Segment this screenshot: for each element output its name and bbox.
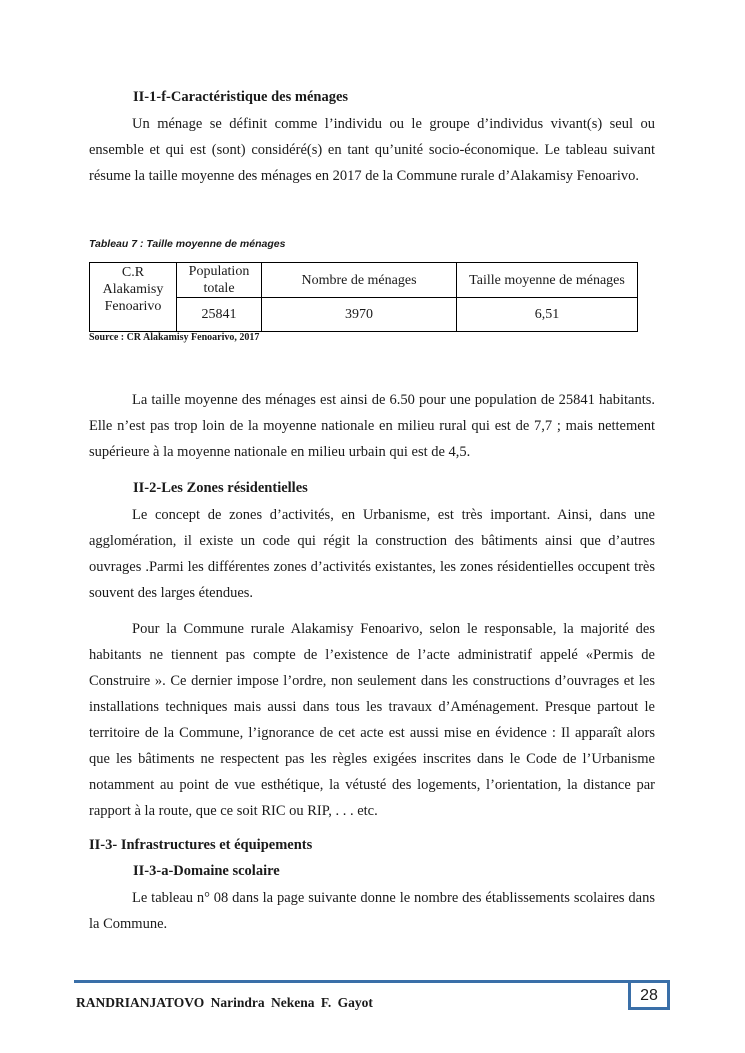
section-heading-infrastructures: II-3- Infrastructures et équipements	[89, 837, 313, 853]
section-heading-menages: II-1-f-Caractéristique des ménages	[133, 89, 349, 105]
table-cell-households: 3970	[262, 298, 457, 332]
table-header-avg-size: Taille moyenne de ménages	[457, 263, 638, 298]
paragraph-menage-definition: Un ménage se définit comme l’individu ou le groupe d’individus vivant(s) seul ou ensemble et qui est (sont) considéré(s) en tant qu’unité socio-économique. Le tableau suivant résume la taille moyenne des ménages en 2017 de la Commune rurale d’Alakamisy Fenoarivo.	[89, 116, 655, 184]
section-heading-zones: II-2-Les Zones résidentielles	[133, 480, 308, 496]
table-cell-population: 25841	[177, 298, 262, 332]
section-heading-scolaire: II-3-a-Domaine scolaire	[133, 863, 280, 879]
household-size-table	[89, 262, 638, 332]
table-header-households: Nombre de ménages	[262, 263, 457, 298]
table-cell-avg-size: 6,51	[457, 298, 638, 332]
table-row-header: C.R Alakamisy Fenoarivo	[90, 263, 177, 332]
paragraph-permis-construire: Pour la Commune rurale Alakamisy Fenoarivo, selon le responsable, la majorité des habitants ne tiennent pas compte de l’existence de l’acte administratif appelé «Permis de Construire ». Ce dernier impose l’ordre, non seulement dans les constructions d’ouvrages et les installations techniques mais aussi dans tous les travaux d’Aménagement. Presque partout le territoire de la Commune, l’ignorance de cet acte est aussi mise en évidence : Il apparaît alors que les bâtiments ne respectent pas les règles exigées inscrites dans le Code de l’Urbanisme notamment au point de vue esthétique, la vétusté des logements, l’orientation, la distance par rapport à la route, que ce soit RIC ou RIP, . . . etc.	[89, 621, 655, 819]
table-header-population: Population totale	[177, 263, 262, 298]
footer-author: RANDRIANJATOVO Narindra Nekena F. Gayot	[76, 995, 373, 1010]
paragraph-zones-concept: Le concept de zones d’activités, en Urbanisme, est très important. Ainsi, dans une agglomération, il existe un code qui régit la construction des bâtiments ainsi que d’autres ouvrages .Parmi les différentes zones d’activités existantes, les zones résidentielles occupent très souvent des larges étendues.	[89, 507, 655, 601]
table-source: Source : CR Alakamisy Fenoarivo, 2017	[89, 332, 260, 343]
page-number: 28	[628, 980, 670, 1010]
paragraph-scolaire: Le tableau n° 08 dans la page suivante donne le nombre des établissements scolaires dans la Commune.	[89, 890, 655, 932]
table-caption: Tableau 7 : Taille moyenne de ménages	[89, 238, 286, 250]
footer-divider	[74, 980, 630, 983]
paragraph-household-analysis: La taille moyenne des ménages est ainsi de 6.50 pour une population de 25841 habitants. Elle n’est pas trop loin de la moyenne nationale en milieu rural qui est de 7,7 ; mais nettement supérieure à la moyenne nationale en milieu urbain qui est de 4,5.	[89, 392, 655, 460]
